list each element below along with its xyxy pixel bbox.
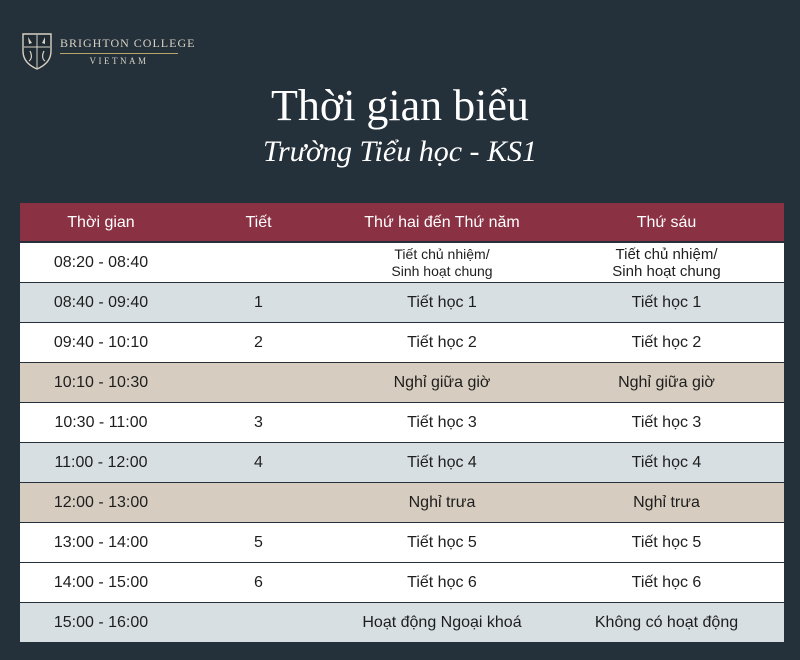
page-subtitle: Trường Tiểu học - KS1 [262, 135, 538, 168]
cell-period: 4 [254, 454, 263, 471]
header-mon-thu: Thứ hai đến Thứ năm [364, 213, 520, 231]
table-row [20, 402, 784, 442]
logo-subtitle: VIETNAM [89, 55, 149, 66]
cell-time: 10:10 - 10:30 [53, 374, 149, 391]
cell-time: 12:00 - 13:00 [53, 494, 149, 511]
cell-mon-thu: Tiết học 2 [407, 334, 477, 351]
logo-divider [60, 53, 178, 54]
table-row [20, 482, 784, 522]
cell-line: Tiết chủ nhiệm/ [615, 245, 718, 263]
table-row [20, 442, 784, 482]
table-row [20, 362, 784, 402]
cell-time: 15:00 - 16:00 [53, 614, 149, 631]
table-row [20, 562, 784, 602]
cell-mon-thu: Hoạt động Ngoại khoá [362, 614, 522, 631]
cell-time: 09:40 - 10:10 [53, 334, 149, 351]
cell-friday: Không có hoạt động [594, 614, 739, 631]
cell-time: 14:00 - 15:00 [53, 574, 149, 591]
cell-friday: Tiết học 6 [631, 574, 702, 591]
cell-line: Sinh hoạt chung [612, 262, 721, 280]
header-friday: Thứ sáu [636, 213, 697, 231]
cell-mon-thu: Tiết học 5 [407, 534, 477, 551]
cell-time: 13:00 - 14:00 [53, 534, 149, 551]
cell-friday: Tiết học 2 [631, 334, 702, 351]
header-period: Tiết [245, 213, 272, 231]
cell-mon-thu: Tiết học 6 [407, 574, 477, 591]
cell-mon-thu: Tiết học 1 [407, 294, 477, 311]
cell-mon-thu: Nghỉ trưa [408, 494, 476, 511]
cell-time: 08:20 - 08:40 [53, 254, 149, 271]
cell-friday: Tiết học 4 [631, 454, 702, 471]
cell-mon-thu: Tiết học 3 [407, 414, 477, 431]
cell-period: 3 [254, 414, 263, 431]
table-row [20, 602, 784, 642]
cell-friday: Tiết học 1 [631, 294, 702, 311]
cell-time: 10:30 - 11:00 [54, 414, 148, 431]
timetable [20, 203, 784, 642]
crest-icon [20, 31, 54, 71]
table-row [20, 242, 784, 282]
cell-time: 11:00 - 12:00 [54, 454, 148, 471]
header-time: Thời gian [67, 213, 135, 231]
cell-line: Sinh hoạt chung [391, 262, 493, 279]
cell-period: 5 [254, 534, 263, 551]
cell-period: 6 [254, 574, 263, 591]
page-title: Thời gian biểu [271, 81, 529, 130]
table-row [20, 522, 784, 562]
cell-mon-thu: Tiết học 4 [407, 454, 477, 471]
cell-friday: Nghỉ giữa giờ [618, 374, 715, 391]
cell-friday [549, 246, 784, 280]
cell-period: 1 [254, 294, 263, 311]
cell-friday: Tiết học 3 [631, 414, 702, 431]
cell-time: 08:40 - 09:40 [53, 294, 149, 311]
cell-period: 2 [254, 334, 263, 351]
cell-friday: Tiết học 5 [631, 534, 702, 551]
cell-friday: Nghỉ trưa [633, 494, 700, 511]
cell-mon-thu [335, 246, 549, 280]
table-header [20, 203, 784, 241]
table-row [20, 322, 784, 362]
school-logo [20, 30, 195, 72]
cell-mon-thu: Nghỉ giữa giờ [393, 374, 491, 391]
table-row [20, 282, 784, 322]
cell-line: Tiết chủ nhiệm/ [394, 245, 490, 262]
logo-name: BRIGHTON COLLEGE [60, 35, 196, 50]
